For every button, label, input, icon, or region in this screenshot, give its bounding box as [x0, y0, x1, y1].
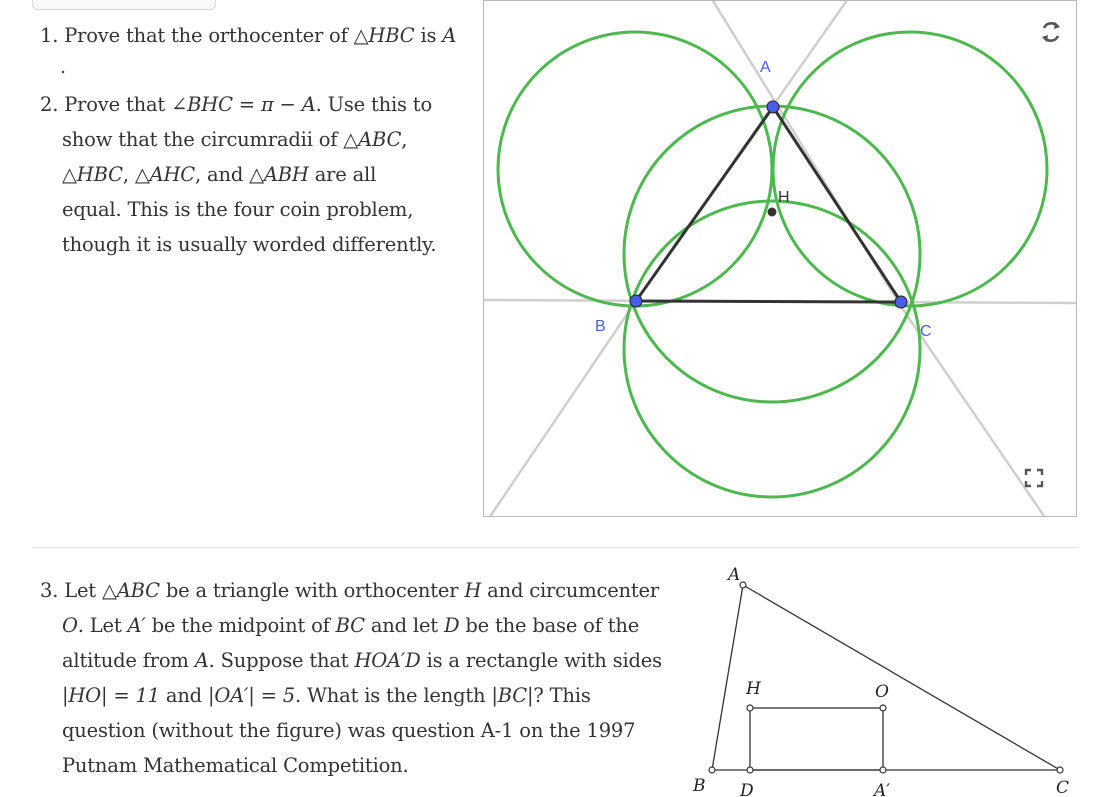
math: A′ [127, 614, 146, 637]
problem-3-line-6: Putnam Mathematical Competition. [62, 754, 409, 777]
text: and [159, 684, 208, 707]
side-bc [636, 301, 901, 302]
math: O [62, 614, 78, 637]
fig-label-a: A [728, 565, 741, 585]
problem-2-number: 2. [40, 93, 59, 116]
math: |OA′| = 5 [207, 684, 295, 707]
fig-label-a-prime: A′ [874, 781, 891, 797]
text: . Suppose that [208, 649, 355, 672]
problem-3-line-1 [64, 579, 659, 602]
problem-3-line-4 [40, 678, 662, 713]
text: and let [364, 614, 444, 637]
problem-2 [40, 87, 436, 262]
text: ? This [533, 684, 591, 707]
text: , and [195, 163, 250, 186]
math-angle: ∠BHC = π − A [171, 93, 316, 116]
side-ac [743, 585, 1060, 770]
fig-label-h: H [746, 679, 761, 699]
vertex-a [740, 582, 746, 588]
fullscreen-icon[interactable] [1022, 466, 1046, 490]
point-a[interactable] [767, 101, 779, 113]
math: |BC| [491, 684, 534, 707]
problem-3-line-2 [40, 608, 662, 643]
fig-label-c: C [1056, 778, 1070, 797]
circle-hbc [624, 201, 920, 497]
math: |HO| = 11 [62, 684, 160, 707]
problem-2-line-2 [40, 122, 436, 157]
side-ab [712, 585, 743, 770]
problem-3-number: 3. [40, 579, 59, 602]
vertex-a-prime [880, 767, 886, 773]
point-h[interactable] [768, 208, 777, 217]
label-c: C [920, 323, 932, 340]
vertex-o [880, 705, 886, 711]
problem-1-math-a: A [442, 24, 457, 47]
line-ab-extended-lower [489, 301, 636, 517]
problem-2-line-3 [40, 157, 436, 192]
vertex-h [747, 705, 753, 711]
text: are all [308, 163, 377, 186]
geometry-applet[interactable] [483, 0, 1077, 517]
problem-3-line-5: question (without the figure) was question A-1 on the 1997 [62, 719, 636, 742]
vertex-b [709, 767, 715, 773]
fig-label-d: D [740, 781, 754, 797]
label-h: H [778, 189, 790, 206]
text: Let [64, 579, 102, 602]
problem-3 [40, 573, 662, 783]
problem-2-line-5: though it is usually worded differently. [62, 233, 437, 256]
problem-1-text: Prove that the orthocenter of [64, 24, 354, 47]
collapsed-panel-tab[interactable] [32, 0, 216, 10]
vertex-c [1057, 767, 1063, 773]
fig-label-b: B [693, 776, 706, 796]
problem-1 [40, 18, 456, 53]
math: △ABC [101, 579, 160, 602]
problem-2-line-4: equal. This is the four coin problem, [62, 198, 414, 221]
problem-2-line-1 [64, 93, 432, 116]
math-triangle: △ABC [343, 128, 402, 151]
text: and circumcenter [481, 579, 660, 602]
label-b: B [595, 318, 606, 335]
text: be a triangle with orthocenter [159, 579, 465, 602]
problem-1-math-triangle: △HBC [353, 24, 415, 47]
vertex-d [747, 767, 753, 773]
text: be the midpoint of [145, 614, 336, 637]
point-b[interactable] [630, 295, 642, 307]
text: , [401, 128, 408, 151]
applet-canvas[interactable] [484, 1, 1077, 517]
reset-icon[interactable] [1037, 18, 1065, 46]
label-a: A [760, 59, 771, 76]
section-divider [32, 547, 1078, 548]
text: show that the circumradii of [62, 128, 344, 151]
math: HOA′D [354, 649, 421, 672]
fig-label-o: O [875, 682, 889, 702]
problem-1-number: 1. [40, 24, 59, 47]
rectangle-figure [680, 555, 1080, 797]
math: BC [335, 614, 365, 637]
point-c[interactable] [895, 296, 907, 308]
text: is a rectangle with sides [420, 649, 662, 672]
math: D [443, 614, 460, 637]
math-triangle: △AHC [134, 163, 196, 186]
math-triangle: △ABH [249, 163, 309, 186]
math-triangle: △HBC [62, 163, 123, 186]
math: H [464, 579, 482, 602]
text: . Use this to [315, 93, 432, 116]
text: . What is the length [294, 684, 492, 707]
rectangle-hoad [750, 708, 883, 770]
side-ab [636, 107, 773, 301]
text: . Let [77, 614, 128, 637]
problem-1-period: . [60, 56, 67, 78]
math: A [194, 649, 209, 672]
text: , [122, 163, 135, 186]
problem-3-line-3 [40, 643, 662, 678]
text: altitude from [62, 649, 195, 672]
problem-1-is: is [414, 24, 443, 47]
side-ac [773, 107, 901, 302]
text: Prove that [64, 93, 172, 116]
text: be the base of the [459, 614, 640, 637]
